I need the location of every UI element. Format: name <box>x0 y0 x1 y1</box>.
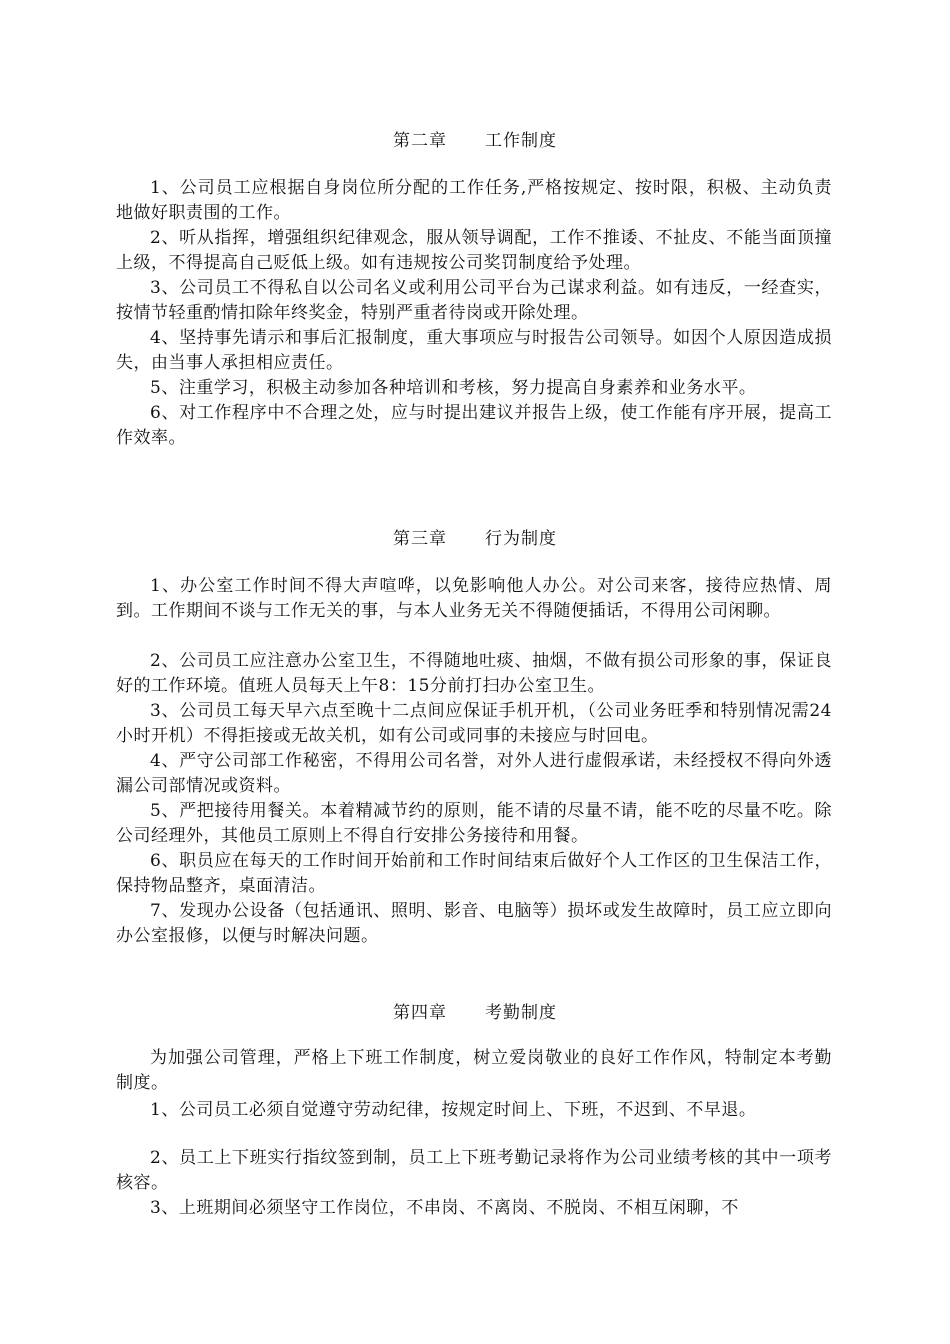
paragraph: 5、注重学习，积极主动参加各种培训和考核，努力提高自身素养和业务水平。 <box>150 378 757 398</box>
chapter-name: 考勤制度 <box>485 1003 557 1023</box>
chapter-number: 第四章 <box>393 1003 447 1023</box>
paragraph: 1、公司员工必须自觉遵守劳动纪律，按规定时间上、下班，不迟到、不早退。 <box>150 1100 757 1120</box>
paragraph: 为加强公司管理，严格上下班工作制度，树立爱岗敬业的良好工作作风，特制定本考勤制度。 <box>116 1048 832 1093</box>
chapter-name: 行为制度 <box>485 529 557 549</box>
paragraph: 6、对工作程序中不合理之处，应与时提出建议并报告上级，使工作能有序开展，提高工作效率。 <box>116 403 832 448</box>
paragraph: 1、办公室工作时间不得大声喧哗，以免影响他人办公。对公司来客，接待应热情、周到。工作期间不谈与工作无关的事，与本人业务无关不得随便插话，不得用公司闲聊。 <box>116 576 832 621</box>
paragraph: 3、公司员工每天早六点至晚十二点间应保证手机开机，（公司业务旺季和特别情况需24小时开机）不得拒接或无故关机，如有公司或同事的未接应与时回电。 <box>116 701 832 746</box>
chapter-title <box>0 126 950 151</box>
paragraph: 2、员工上下班实行指纹签到制，员工上下班考勤记录将作为公司业绩考核的其中一项考核容。 <box>116 1148 832 1193</box>
chapter-number: 第二章 <box>393 131 447 151</box>
paragraph: 4、严守公司部工作秘密，不得用公司名誉，对外人进行虚假承诺，未经授权不得向外透漏公司部情况或资料。 <box>116 751 832 796</box>
paragraph: 4、坚持事先请示和事后汇报制度，重大事项应与时报告公司领导。如因个人原因造成损失，由当事人承担相应责任。 <box>116 328 832 373</box>
paragraph: 1、公司员工应根据自身岗位所分配的工作任务,严格按规定、按时限，积极、主动负责地做好职责围的工作。 <box>116 178 832 223</box>
paragraph: 7、发现办公设备（包括通讯、照明、影音、电脑等）损坏或发生故障时，员工应立即向办公室报修，以便与时解决问题。 <box>116 901 832 946</box>
chapter-name: 工作制度 <box>485 131 557 151</box>
chapter-number: 第三章 <box>393 529 447 549</box>
paragraph: 3、公司员工不得私自以公司名义或利用公司平台为己谋求利益。如有违反，一经查实，按情节轻重酌情扣除年终奖金，特别严重者待岗或开除处理。 <box>116 278 832 323</box>
paragraph: 2、公司员工应注意办公室卫生，不得随地吐痰、抽烟，不做有损公司形象的事，保证良好的工作环境。值班人员每天上午8：15分前打扫办公室卫生。 <box>116 651 832 696</box>
paragraph: 3、上班期间必须坚守工作岗位，不串岗、不离岗、不脱岗、不相互闲聊，不 <box>150 1198 739 1218</box>
chapter-title <box>0 998 950 1023</box>
paragraph: 2、听从指挥，增强组织纪律观念，服从领导调配，工作不推诿、不扯皮、不能当面顶撞上级，不得提高自己贬低上级。如有违规按公司奖罚制度给予处理。 <box>116 228 832 273</box>
paragraph: 6、职员应在每天的工作时间开始前和工作时间结束后做好个人工作区的卫生保洁工作，保持物品整齐，桌面清洁。 <box>116 851 832 896</box>
chapter-title <box>0 524 950 549</box>
paragraph: 5、严把接待用餐关。本着精减节约的原则，能不请的尽量不请，能不吃的尽量不吃。除公司经理外，其他员工原则上不得自行安排公务接待和用餐。 <box>116 801 832 846</box>
